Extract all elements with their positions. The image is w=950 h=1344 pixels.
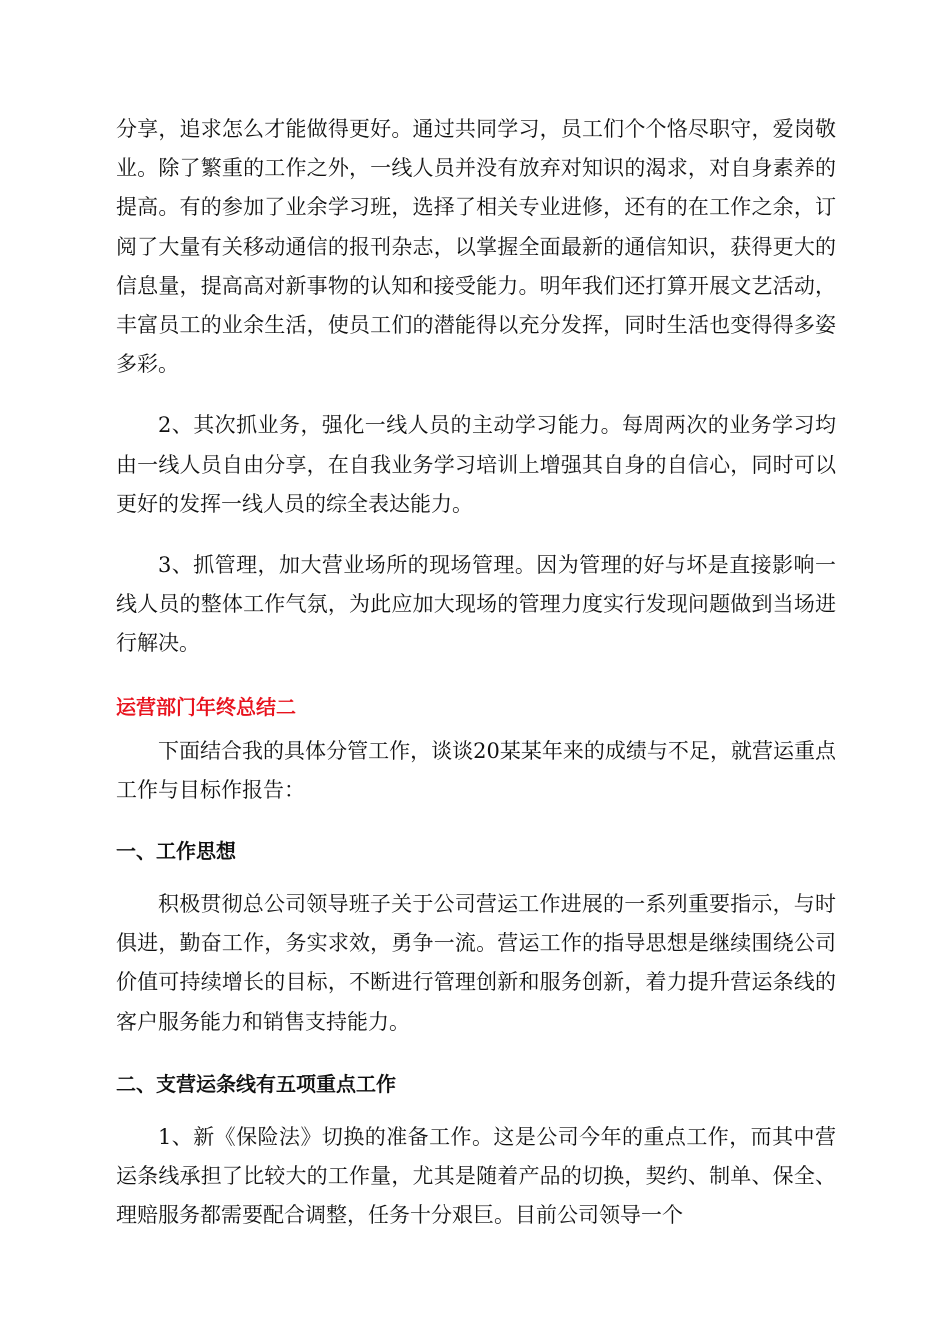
paragraph-work-thought: 积极贯彻总公司领导班子关于公司营运工作进展的一系列重要指示，与时俱进，勤奋工作，务实求效，勇争一流。营运工作的指导思想是继续围绕公司价值可持续增长的目标，不断进行管理创新和服务创新，着力提升营运条线的客户服务能力和销售支持能力。	[116, 892, 836, 1034]
heading-key-tasks: 二、支营运条线有五项重点工作	[116, 1071, 396, 1096]
paragraph-staff-learning: 分享，追求怎么才能做得更好。通过共同学习，员工们个个恪尽职守，爱岗敬业。除了繁重的工作之外，一线人员并没有放弃对知识的渴求，对自身素养的提高。有的参加了业余学习班，选择了相关专业进修，还有的在工作之余，订阅了大量有关移动通信的报刊杂志，以掌握全面最新的通信知识，获得更大的信息量，提高高对新事物的认知和接受能力。明年我们还打算开展文艺活动，丰富员工的业余生活，使员工们的潜能得以充分发挥，同时生活也变得得多姿多彩。	[116, 117, 836, 377]
paragraph-insurance-law: 1、新《保险法》切换的准备工作。这是公司今年的重点工作，而其中营运条线承担了比较大的工作量，尤其是随着产品的切换，契约、制单、保全、理赔服务都需要配合调整，任务十分艰巨。目前公司领导一个	[116, 1124, 836, 1228]
paragraph-intro: 下面结合我的具体分管工作，谈谈20某某年来的成绩与不足，就营运重点工作与目标作报告：	[116, 738, 836, 802]
paragraph-management: 3、抓管理，加大营业场所的现场管理。因为管理的好与坏是直接影响一线人员的整体工作气氛，为此应加大现场的管理力度实行发现问题做到当场进行解决。	[116, 553, 836, 656]
heading-work-thought: 一、工作思想	[116, 839, 236, 864]
document-page	[116, 110, 836, 1235]
section-title: 运营部门年终总结二	[116, 694, 296, 719]
paragraph-business: 2、其次抓业务，强化一线人员的主动学习能力。每周两次的业务学习均由一线人员自由分享，在自我业务学习培训上增强其自身的自信心，同时可以更好的发挥一线人员的综全表达能力。	[116, 413, 836, 516]
